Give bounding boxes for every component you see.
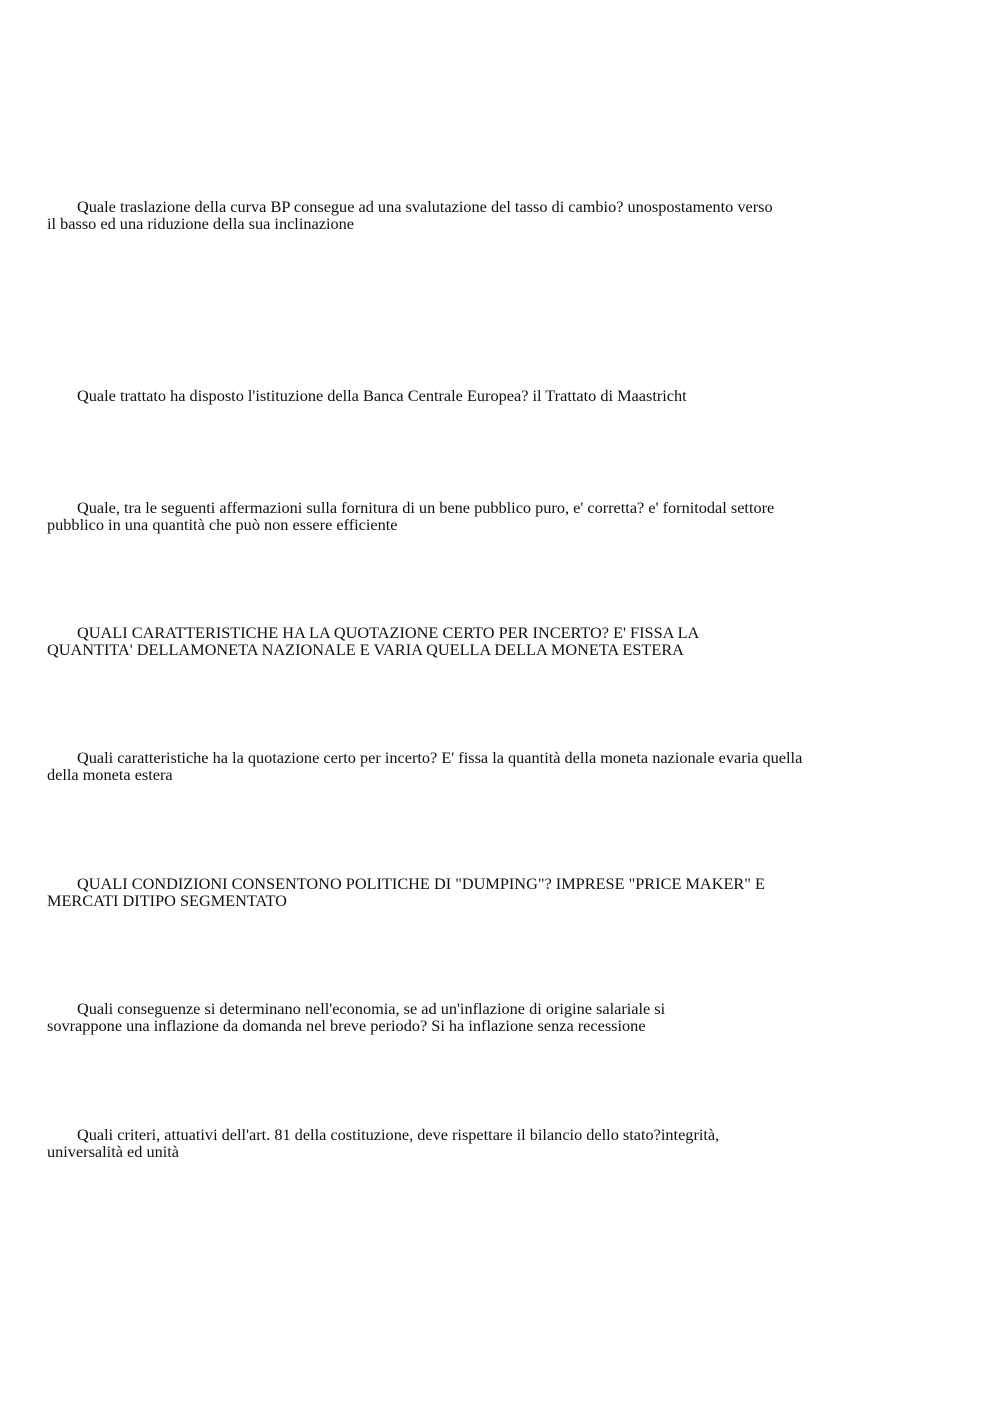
entry-text-line: MERCATI DITIPO SEGMENTATO (47, 891, 287, 910)
qa-entry-bce-treaty (47, 387, 687, 404)
qa-entry-dumping (47, 875, 765, 909)
qa-entry-inflation (47, 1000, 665, 1034)
entry-text-line: universalità ed unità (47, 1142, 180, 1161)
entry-text-line: Quali criteri, attuativi dell'art. 81 della costituzione, deve rispettare il bilancio dello stato?integrità, (77, 1125, 720, 1144)
entry-text-line: pubblico in una quantità che può non essere efficiente (47, 515, 398, 534)
entry-text-line: Quali caratteristiche ha la quotazione certo per incerto? E' fissa la quantità della moneta nazionale evaria quella (77, 748, 803, 767)
entry-text-line: Quale traslazione della curva BP consegue ad una svalutazione del tasso di cambio? unospostamento verso (77, 197, 773, 216)
entry-text-line: Quale trattato ha disposto l'istituzione della Banca Centrale Europea? il Trattato di Maastricht (77, 386, 687, 405)
qa-entry-public-good (47, 499, 774, 533)
entry-text-line: QUALI CONDIZIONI CONSENTONO POLITICHE DI "DUMPING"? IMPRESE "PRICE MAKER" E (77, 874, 765, 893)
entry-text-line: QUANTITA' DELLAMONETA NAZIONALE E VARIA QUELLA DELLA MONETA ESTERA (47, 640, 684, 659)
entry-text-line: Quale, tra le seguenti affermazioni sulla fornitura di un bene pubblico puro, e' corretta? e' fornitodal settore (77, 498, 775, 517)
entry-text-line: sovrappone una inflazione da domanda nel breve periodo? Si ha inflazione senza recessione (47, 1016, 646, 1035)
qa-entry-quotation (47, 749, 802, 783)
entry-text-line: il basso ed una riduzione della sua inclinazione (47, 214, 354, 233)
qa-entry-budget-criteria (47, 1126, 719, 1160)
entry-text-line: Quali conseguenze si determinano nell'economia, se ad un'inflazione di origine salariale si (77, 999, 666, 1018)
entry-text-line: della moneta estera (47, 765, 173, 784)
entry-text-line: QUALI CARATTERISTICHE HA LA QUOTAZIONE CERTO PER INCERTO? E' FISSA LA (77, 623, 700, 642)
qa-entry-quotation-upper (47, 624, 699, 658)
qa-entry-bp-curve (47, 198, 773, 232)
